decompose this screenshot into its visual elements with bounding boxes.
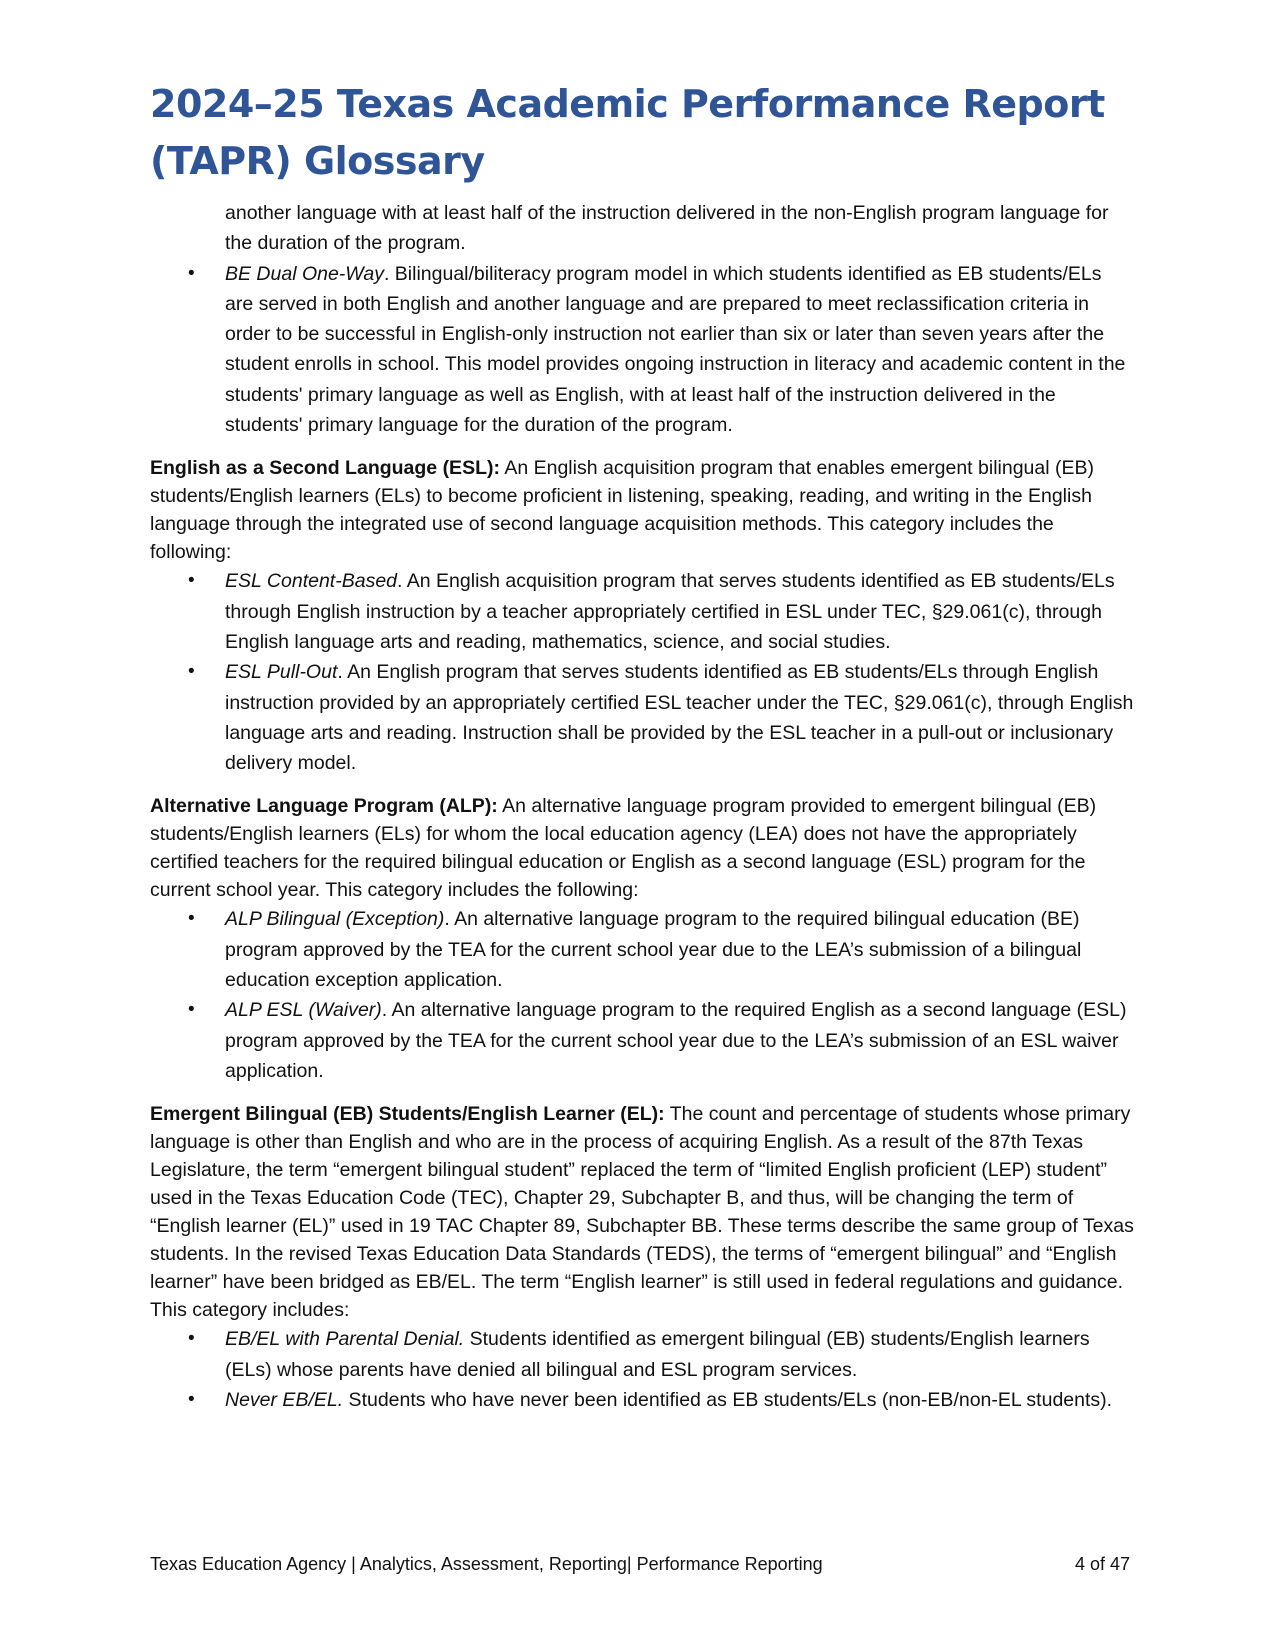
list-item [150,1324,1135,1385]
bullet-term: EB/EL with Parental Denial. [225,1328,465,1351]
bullet-text: . An English program that serves students identified as EB students/ELs through English instruction provided by an appropriately certified ESL teacher under the TEC, §29.061(c), through English language arts and reading. Instruction shall be provided by the ESL teacher in a pull-out or inclusionary delivery model. [225,661,1134,775]
glossary-entry-esl [150,454,1135,566]
glossary-entry-eb-el [150,1100,1135,1324]
list-item [150,995,1135,1086]
footer-agency-text: Texas Education Agency | Analytics, Assessment, Reporting| Performance Reporting [150,1554,823,1574]
glossary-body [150,198,1135,1415]
page-title [150,76,1150,190]
bullet-icon: • [188,908,195,930]
entry-definition: The count and percentage of students whose primary language is other than English and who are in the process of acquiring English. As a result of the 87th Texas Legislature, the term “emergent bilingual student” replaced the term of “limited English proficient (LEP) student” used in the Texas Education Code (TEC), Chapter 29, Subchapter B, and thus, will be changing the term of “English learner (EL)” used in 19 TAC Chapter 89, Subchapter BB. These terms describe the same group of Texas students. In the revised Texas Education Data Standards (TEDS), the terms of “emergent bilingual” and “English learner” have been bridged as EB/EL. The term “English learner” is still used in federal regulations and guidance. This category includes: [150,1103,1134,1322]
continued-paragraph: another language with at least half of the instruction delivered in the non-English program language for the duration of the program. [225,202,1109,255]
glossary-entry-alp [150,792,1135,904]
entry-term: Emergent Bilingual (EB) Students/English Learner (EL): [150,1103,665,1126]
bullet-icon: • [188,570,195,592]
title-line-2: (TAPR) Glossary [150,139,485,183]
bullet-icon: • [188,262,195,284]
bullet-text: Students identified as emergent bilingual (EB) students/English learners (ELs) whose parents have denied all bilingual and ESL program services. [225,1328,1090,1381]
page-footer [150,1552,1130,1576]
bullet-icon: • [188,661,195,683]
page-number: 4 of 47 [1074,1554,1130,1574]
bullet-icon: • [188,1388,195,1410]
eb-el-bullet-list [150,1324,1135,1415]
list-item [150,1385,1135,1415]
bullet-term: Never EB/EL. [225,1388,344,1411]
bullet-icon: • [188,999,195,1021]
bullet-term: ESL Pull-Out [225,661,338,684]
bullet-term: BE Dual One-Way [225,262,384,285]
entry-definition: An English acquisition program that enables emergent bilingual (EB) students/English learners (ELs) to become proficient in listening, speaking, reading, and writing in the English language through the integrated use of second language acquisition methods. This category includes the following: [150,457,1094,564]
bullet-term: ESL Content-Based [225,570,398,593]
entry-term: Alternative Language Program (ALP): [150,795,498,818]
bullet-icon: • [188,1328,195,1350]
list-item [150,904,1135,995]
entry-definition: An alternative language program provided to emergent bilingual (EB) students/English learners (ELs) for whom the local education agency (LEA) does not have the appropriately certified teachers for the required bilingual education or English as a second language (ESL) program for the current school year. This category includes the following: [150,795,1097,902]
alp-bullet-list [150,904,1135,1086]
bullet-term: ALP Bilingual (Exception) [225,908,445,931]
bullet-text: . An English acquisition program that serves students identified as EB students/ELs through English instruction by a teacher appropriately certified in ESL under TEC, §29.061(c), through English language arts and reading, mathematics, science, and social studies. [225,570,1115,653]
be-bullet-list [150,259,1135,441]
bullet-text: . An alternative language program to the required English as a second language (ESL) program approved by the TEA for the current school year due to the LEA’s submission of an ESL waiver application. [225,999,1127,1082]
list-item [150,657,1135,778]
title-line-1: 2024–25 Texas Academic Performance Report [150,82,1105,126]
esl-bullet-list [150,566,1135,778]
bullet-text: Students who have never been identified as EB students/ELs (non-EB/non-EL students). [343,1388,1113,1411]
list-item [150,566,1135,657]
bullet-term: ALP ESL (Waiver) [225,999,382,1022]
list-item [150,259,1135,441]
entry-term: English as a Second Language (ESL): [150,457,500,480]
bullet-text: . Bilingual/biliteracy program model in which students identified as EB students/ELs are served in both English and another language and are prepared to meet reclassification criteria in order to be successful in English-only instruction not earlier than six or later than seven years after the student enrolls in school. This model provides ongoing instruction in literacy and academic content in the students' primary language as well as English, with at least half of the instruction delivered in the students' primary language for the duration of the program. [225,262,1126,437]
bullet-text: . An alternative language program to the required bilingual education (BE) program approved by the TEA for the current school year due to the LEA’s submission of a bilingual education exception application. [225,908,1082,992]
